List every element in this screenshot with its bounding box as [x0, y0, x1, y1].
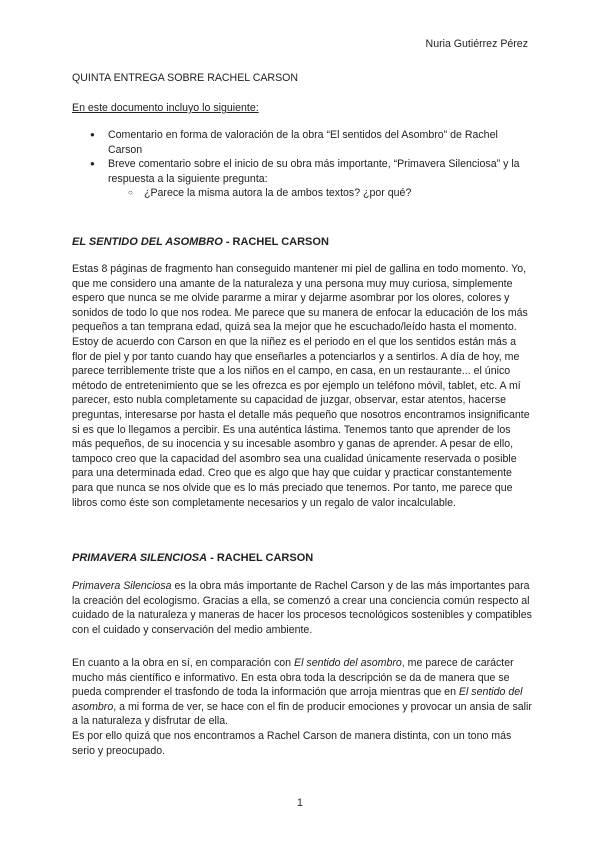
paragraph	[72, 579, 532, 637]
sub-list	[108, 186, 532, 201]
paragraph: Estas 8 páginas de fragmento han conseguido mantener mi piel de gallina en todo momento. Yo, que me considero una amante de la naturaleza y una persona muy muy curiosa, simplemente espero que nunca se me olvide pararme a mirar y dejarme asombrar por los olores, colores y sonidos de todo lo que nos rodea. Me parece que su manera de enfocar la educación de los más pequeños a tan temprana edad, quizá sea la mejor que he escuchado/leído hasta el momento. Estoy de acuerdo con Carson en que la niñez es el periodo en el que los sentidos están más a flor de piel y por tanto cuando hay que enseñarles a potenciarlos y a sentirlos. A día de hoy, me parece terriblemente triste que a los niños en el campo, en casa, en un restaurante... el único método de entretenimiento que se les ofrezca es por ejemplo un teléfono móvil, tablet, etc. A mí parecer, esto nubla completamente su capacidad de juzgar, observar, estar atentos, hacerse preguntas, interesarse por hasta el detalle más pequeño que nosotros encontramos insignificante si es que lo llegamos a percibir. Es una auténtica lástima. Tenemos tanto que aprender de los más pequeños, de su inocencia y su incesable asombro y ganas de aprender. A pesar de ello, tampoco creo que la capacidad del asombro sea una cualidad únicamente reservada o posible para una determinada edad. Creo que es algo que hay que cuidar y practicar constantemente para que nunca se nos olvide que es lo más preciado que tenemos. Por tanto, me parece que libros como éste son completamente necesarios y un regalo de valor incalculable.	[72, 263, 530, 509]
section-heading-asombro	[72, 235, 532, 250]
section-asombro-body	[72, 262, 532, 510]
page-number: 1	[297, 797, 303, 809]
paragraph: Es por ello quizá que nos encontramos a Rachel Carson de manera distinta, con un tono más serio y preocupado.	[72, 729, 512, 757]
paragraph-text: , me parece de carácter mucho más científico e informativo. En esta obra toda la descripción se da de manera que se pueda comprender el trasfondo de toda la información que arroja mientras que en	[72, 657, 514, 699]
list-item	[72, 157, 532, 201]
heading-italic: EL SENTIDO DEL ASOMBRO	[72, 236, 223, 248]
book-title: Primavera Silenciosa	[72, 580, 172, 592]
heading-rest: - RACHEL CARSON	[207, 552, 314, 564]
heading-italic: PRIMAVERA SILENCIOSA	[72, 552, 208, 564]
paragraph-text: En cuanto a la obra en sí, en comparación con	[72, 657, 295, 669]
document-title: QUINTA ENTREGA SOBRE RACHEL CARSON	[72, 72, 299, 84]
heading-rest: - RACHEL CARSON	[222, 236, 329, 248]
book-title: El sentido del asombro	[72, 686, 523, 713]
paragraph	[72, 656, 532, 729]
section-primavera-intro	[72, 579, 532, 637]
sub-bullet-text: ¿Parece la misma autora la de ambos textos? ¿por qué?	[144, 187, 412, 200]
paragraph-text: , a mi forma de ver, se hace con el fin de producir emociones y provocar un ansia de salir a la naturaleza y disfrutar de ella.	[72, 700, 532, 728]
contents-list	[72, 128, 532, 201]
section-primavera-comparison	[72, 656, 532, 758]
bullet-text: Comentario en forma de valoración de la obra “El sentidos del Asombro” de Rachel Carson	[108, 129, 498, 156]
section-heading-primavera	[72, 551, 532, 566]
intro-line: En este documento incluyo lo siguiente:	[72, 102, 259, 114]
author-name: Nuria Gutiérrez Pérez	[425, 38, 528, 50]
paragraph-text: es la obra más importante de Rachel Carson y de las más importantes para la creación del ecologismo. Gracias a ella, se comenzó a crear una conciencia común respecto al cuidado de la naturaleza y maneras de hacer los procesos tecnológicos sostenibles y compatibles con el cuidado y conservación del medio ambiente.	[72, 580, 532, 636]
sub-list-item	[108, 186, 532, 201]
book-title: El sentido del asombro	[294, 657, 402, 669]
bullet-text: Breve comentario sobre el inicio de su obra más importante, “Primavera Silenciosa” y la respuesta a la siguiente pregunta:	[108, 158, 520, 185]
list-item	[72, 128, 532, 157]
